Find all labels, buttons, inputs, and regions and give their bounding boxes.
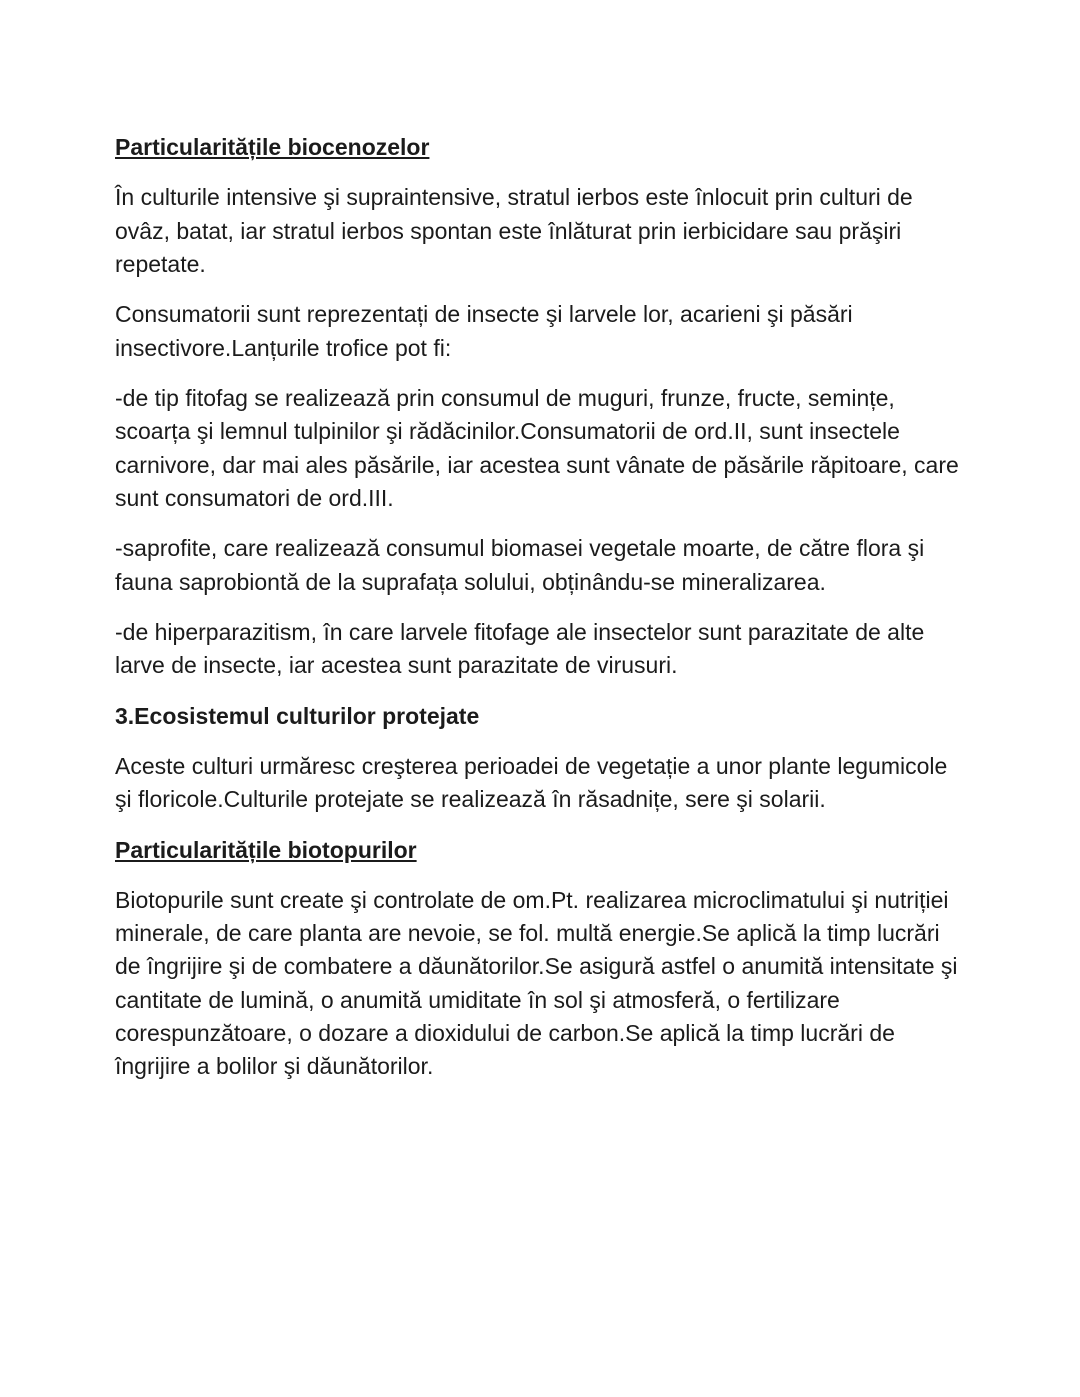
paragraph-saprofite: -saprofite, care realizează consumul biomasei vegetale moarte, de către flora şi fauna saprobiontă de la suprafața solului, obținându-se mineralizarea. bbox=[115, 535, 925, 595]
paragraph-tip-fitofag: -de tip fitofag se realizează prin consumul de muguri, frunze, fructe, semințe, scoarța şi lemnul tulpinilor şi rădăcinilor.Consumatorii de ord.II, sunt insectele carnivore, dar mai ales păsările, iar acestea sunt vânate de păsările răpitoare, care sunt consumatori de ord.III. bbox=[115, 384, 959, 511]
paragraph-consumatorii: Consumatorii sunt reprezentați de insecte şi larvele lor, acarieni şi păsări insectivore.Lanțurile trofice pot fi: bbox=[115, 301, 853, 361]
paragraph-biotopurile: Biotopurile sunt create şi controlate de om.Pt. realizarea microclimatului şi nutriției minerale, de care planta are nevoie, se fol. multă energie.Se aplică la timp lucrări de îngrijire şi de combatere a dăunătorilor.Se asigură astfel o anumită intensitate şi cantitate de lumină, o anumită umiditate în sol şi atmosferă, o fertilizare corespunzătoare, o dozare a dioxidului de carbon.Se aplică la timp lucrări de îngrijire a bolilor şi dăunătorilor. bbox=[115, 886, 958, 1080]
paragraph-aceste-culturi: Aceste culturi urmăresc creşterea perioadei de vegetație a unor plante legumicole şi floricole.Culturile protejate se realizează în răsadnițe, sere şi solarii. bbox=[115, 752, 948, 813]
section-heading-biotopuri: Particularitățile biotopurilor bbox=[115, 836, 417, 863]
paragraph-culturi-intensive: În culturile intensive şi supraintensive, stratul ierbos este înlocuit prin culturi de ovâz, batat, iar stratul ierbos spontan este înlăturat prin ierbicidare sau prăşiri repetate. bbox=[115, 184, 913, 277]
section-heading-ecosistem-culturi-protejate: 3.Ecosistemul culturilor protejate bbox=[115, 702, 480, 729]
paragraph-hiperparazitism: -de hiperparazitism, în care larvele fitofage ale insectelor sunt parazitate de alte larve de insecte, iar acestea sunt parazitate de virusuri. bbox=[115, 618, 925, 679]
section-heading-biocenoze: Particularitățile biocenozelor bbox=[115, 134, 430, 160]
